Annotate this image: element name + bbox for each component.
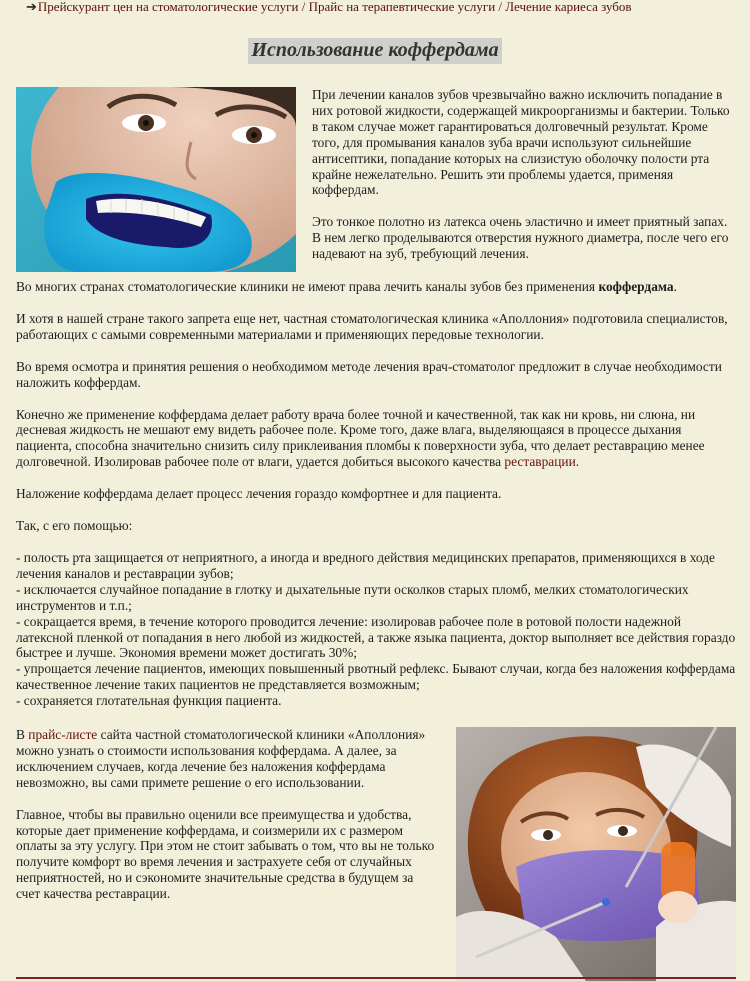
paragraph-precision bbox=[16, 407, 736, 471]
list-item: - упрощается лечение пациентов, имеющих повышенный рвотный рефлекс. Бывают случаи, когда без наложения коффердама качественное лечение таких пациентов не представляется возможным; bbox=[16, 661, 736, 693]
patient-blue-dam-illustration bbox=[16, 87, 296, 272]
photo-patient-purple-dam bbox=[456, 727, 736, 981]
list-item: - сокращается время, в течение которого проводится лечение: изолировав рабочее поле в ротовой полости надежной латексной пленкой от попадания в него любой из жидкостей, а также языка пациента, доктор выполняет все действия гораздо быстрее и лучше. Экономия времени может достигать 30%; bbox=[16, 613, 736, 661]
list-item: - полость рта защищается от неприятного, а иногда и вредного действия медицинских препаратов, применяющихся в ходе лечения каналов и реставрации зубов; bbox=[16, 549, 715, 581]
paragraph-comfort: Наложение коффердама делает процесс лечения гораздо комфортнее и для пациента. bbox=[16, 486, 502, 502]
intro-text bbox=[312, 87, 732, 262]
breadcrumb-separator: / bbox=[495, 0, 506, 14]
title-wrap bbox=[0, 38, 750, 64]
paragraph-main-thing: Главное, чтобы вы правильно оценили все преимущества и удобства, которые дает применение коффердама, и соизмерили их с размером оплаты за эту услугу. При этом не стоит забывать о том, что вы не только получите комфорт во время лечения и застрахуете себя от случайных неприятностей, но и сэкономите значительные средства в будущем за счет качества реставрации. bbox=[16, 806, 435, 902]
paragraph-no-right-text: Во многих странах стоматологические клиники не имеют права лечить каналы зубов без применения bbox=[16, 279, 599, 294]
breadcrumb-link-caries-treatment[interactable]: Лечение кариеса зубов bbox=[505, 0, 632, 14]
paragraph-examination: Во время осмотра и принятия решения о необходимом методе лечения врач-стоматолог предложит в случае необходимости наложить коффердам. bbox=[16, 358, 722, 390]
paragraph-price-list-start: В bbox=[16, 727, 29, 742]
restoration-link[interactable]: реставрации bbox=[504, 454, 576, 470]
paragraph-price-list-text: сайта частной стоматологической клиники «Аполлония» можно узнать о стоимости использования коффердама. А далее, за исключением случаев, когда лечение без наложения коффердама невозможно, вы сами примете решение о его использовании. bbox=[16, 727, 426, 790]
bottom-divider bbox=[16, 977, 736, 979]
benefits-list bbox=[16, 550, 736, 709]
paragraph-apollonia: И хотя в нашей стране такого запрета еще нет, частная стоматологическая клиника «Аполлония» подготовила специалистов, работающих с самыми современными материалами и применяющих передовые технологии. bbox=[16, 310, 728, 342]
paragraph-precision-end: . bbox=[575, 454, 580, 470]
paragraph-no-right-end: . bbox=[673, 279, 677, 294]
intro-paragraph-2: Это тонкое полотно из латекса очень эластично и имеет приятный запах. В нем легко проделываются отверстия нужного диаметра, после чего его надевают на зуб, требующий лечения. bbox=[312, 214, 729, 262]
list-item: - исключается случайное попадание в глотку и дыхательные пути осколков старых пломб, мелких стоматологических инструментов и т.п.; bbox=[16, 581, 689, 613]
paragraph-no-right bbox=[16, 279, 736, 295]
breadcrumb-link-price-list[interactable]: Прейскурант цен на стоматологические услуги bbox=[37, 0, 299, 14]
intro-paragraph-1: При лечении каналов зубов чрезвычайно важно исключить попадание в них ротовой жидкости, содержащей микроорганизмы и бактерии. Только в таком случае может гарантироваться долговечный результат. Кроме того, для промывания каналов зуба врачи используют сильнейшие антисептики, попадание которых на слизистую оболочку полости рта крайне нежелательно. Решить эти проблемы удается, применяя коффердам. bbox=[312, 87, 730, 198]
breadcrumb-separator: / bbox=[298, 0, 309, 14]
breadcrumb-link-therapy-prices[interactable]: Прайс на терапевтические услуги bbox=[308, 0, 496, 14]
paragraph-precision-text: Конечно же применение коффердама делает работу врача более точной и качественной, так как ни кровь, ни слюна, ни десневая жидкость не мешают ему видеть рабочее поле. Кроме того, даже влага, выделяющаяся в процессе дыхания пациента, способна значительно снизить силу приклеивания пломбы к поверхности зуба, что делает реставрацию менее долговечной. Изолировав рабочее поле от влаги, удается добиться высокого качества bbox=[16, 406, 705, 470]
photo-patient-blue-dam bbox=[16, 87, 296, 272]
paragraph-with-help: Так, с его помощью: bbox=[16, 518, 133, 534]
closing-text bbox=[16, 727, 436, 902]
main-text bbox=[16, 279, 736, 709]
kofferdam-bold: коффердама bbox=[598, 279, 674, 294]
arrow-right-icon: ➔ bbox=[26, 0, 37, 14]
paragraph-price-list bbox=[16, 727, 436, 791]
list-item: - сохраняется глотательная функция пациента. bbox=[16, 693, 282, 709]
patient-purple-dam-illustration bbox=[456, 727, 736, 981]
page-title: Использование коффердама bbox=[248, 38, 501, 64]
breadcrumb bbox=[26, 0, 632, 16]
price-list-link[interactable]: прайс-листе bbox=[28, 727, 98, 742]
